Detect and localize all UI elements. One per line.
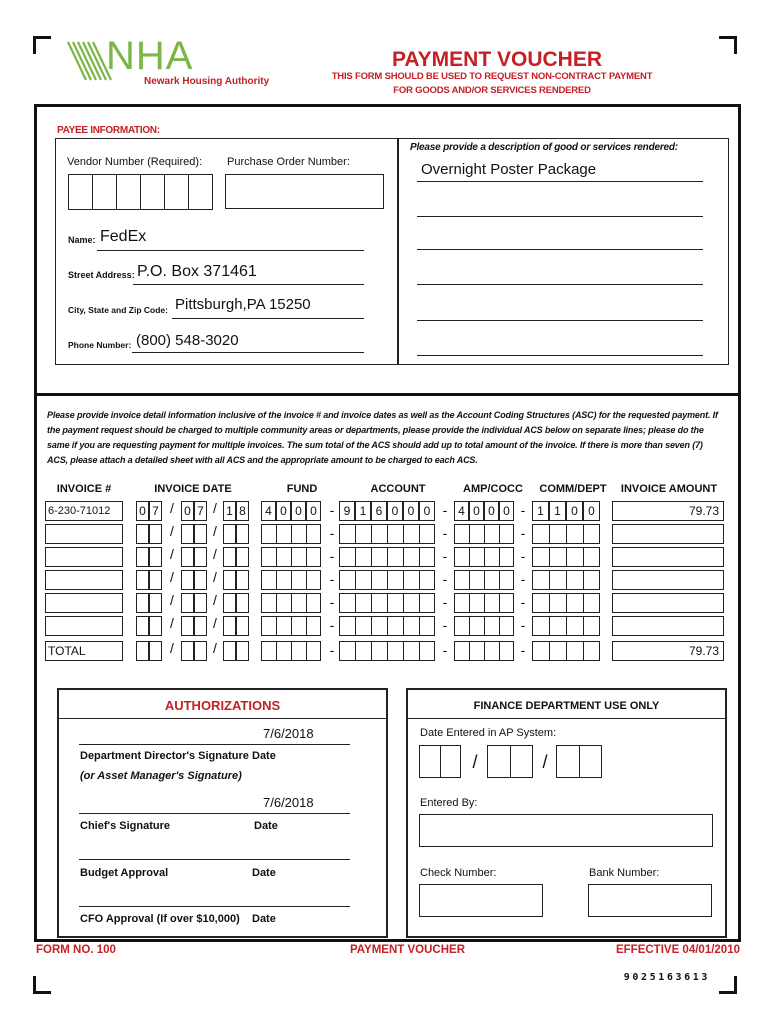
description-line-4 (417, 284, 703, 285)
date-entered-label: Date Entered in AP System: (420, 727, 557, 739)
date-digit-cell[interactable] (181, 547, 194, 567)
header-invoice-amount: INVOICE AMOUNT (620, 483, 718, 495)
header-account: ACCOUNT (370, 483, 426, 495)
fund-cell[interactable] (261, 641, 321, 661)
account-digit-cell[interactable]: 9 (339, 501, 355, 521)
invoice-number-cell[interactable]: 6-230-71012 (45, 501, 123, 521)
account-digit-cell[interactable]: 0 (387, 501, 403, 521)
date-digit-cell[interactable]: 8 (236, 501, 249, 521)
fund-cell[interactable] (261, 547, 321, 567)
date-digit-cell[interactable] (149, 547, 162, 567)
fund-cell[interactable] (261, 593, 321, 613)
finance-title-rule (406, 718, 727, 719)
invoice-amount-cell[interactable] (612, 547, 724, 567)
dept-cell[interactable] (532, 616, 600, 636)
date-separator: / (170, 615, 174, 631)
finance-date-separator: / (542, 752, 548, 772)
corner-mark-bottom-right (719, 976, 737, 994)
chief-signature-line (79, 813, 350, 814)
date-digit-cell[interactable]: 0 (136, 501, 149, 521)
amp-digit-cell[interactable]: 0 (469, 501, 484, 521)
dept-cell[interactable] (532, 570, 600, 590)
invoice-number-cell[interactable] (45, 593, 123, 613)
payee-city[interactable]: Pittsburgh,PA 15250 (175, 296, 311, 313)
date-digit-cell[interactable] (236, 616, 249, 636)
city-line (172, 318, 364, 319)
date-digit-cell[interactable] (181, 616, 194, 636)
code-separator: - (329, 642, 335, 658)
amp-cell[interactable] (454, 570, 514, 590)
code-separator: - (520, 571, 526, 587)
date-digit-cell[interactable] (194, 593, 207, 613)
date-digit-cell[interactable] (136, 570, 149, 590)
date-digit-cell[interactable] (223, 593, 236, 613)
date-digit-cell[interactable] (181, 524, 194, 544)
invoice-number-cell[interactable] (45, 570, 123, 590)
date-digit-cell[interactable] (223, 570, 236, 590)
date-digit-cell[interactable] (236, 570, 249, 590)
description-line-2 (417, 216, 703, 217)
total-label: TOTAL (45, 641, 123, 661)
code-separator: - (329, 548, 335, 564)
date-digit-cell[interactable] (236, 524, 249, 544)
chief-date-label: Date (254, 820, 278, 832)
date-digit-cell[interactable] (194, 524, 207, 544)
authorizations-title: AUTHORIZATIONS (164, 698, 281, 713)
cfo-signature-line (79, 906, 350, 907)
date-digit-cell[interactable] (236, 547, 249, 567)
date-separator: / (170, 569, 174, 585)
payee-divider (34, 393, 741, 396)
payee-info-box (55, 138, 398, 365)
fund-digit-cell[interactable]: 4 (261, 501, 276, 521)
date-separator: / (213, 592, 217, 608)
date-digit-cell[interactable] (194, 570, 207, 590)
city-label: City, State and Zip Code: (68, 305, 168, 315)
dept-cell[interactable] (532, 593, 600, 613)
date-digit-cell[interactable] (149, 641, 162, 661)
date-digit-cell[interactable] (149, 524, 162, 544)
payee-section-label: PAYEE INFORMATION: (57, 125, 160, 136)
date-separator: / (213, 640, 217, 656)
date-separator: / (170, 640, 174, 656)
code-separator: - (329, 594, 335, 610)
fund-cell[interactable] (261, 616, 321, 636)
check-number-field[interactable] (419, 884, 543, 917)
date-digit-cell[interactable] (236, 593, 249, 613)
logo-subtitle: Newark Housing Authority (144, 76, 270, 87)
fund-cell[interactable] (261, 524, 321, 544)
payee-name[interactable]: FedEx (100, 228, 147, 245)
bank-number-field[interactable] (588, 884, 712, 917)
phone-line (132, 352, 364, 353)
vendor-number-label: Vendor Number (Required): (67, 156, 203, 168)
instructions-text: Please provide invoice detail information inclusive of the invoice # and invoice dates as well as the Account Coding Structures (ASC) for the requested payment. If the payment request should be charged to multiple community areas or departments, please provide the individual ACS below on separate lines; please do the same if you are requesting payment for multiple invoices. The sum total of the ACS should add up to total amount of the invoice. If there is more than seven (7) ACS, please attach a detailed sheet with all ACS and the appropriate amount to be charged to each ACS. (47, 410, 718, 465)
date-separator: / (213, 615, 217, 631)
vendor-number-boxes[interactable] (68, 174, 213, 210)
date-digit-cell[interactable] (149, 593, 162, 613)
header-invoice-number: INVOICE # (56, 483, 112, 495)
name-label: Name: (68, 235, 96, 245)
date-entered-year-boxes[interactable] (556, 745, 602, 778)
date-digit-cell[interactable] (136, 641, 149, 661)
budget-signature-line (79, 859, 350, 860)
account-cell[interactable] (339, 524, 435, 544)
date-digit-cell[interactable] (136, 524, 149, 544)
corner-mark-top-left (33, 36, 51, 54)
footer-effective-date: EFFECTIVE 04/01/2010 (615, 944, 740, 956)
date-separator: / (213, 546, 217, 562)
header-invoice-date: INVOICE DATE (154, 483, 232, 495)
date-digit-cell[interactable]: 7 (194, 501, 207, 521)
date-digit-cell[interactable]: 7 (149, 501, 162, 521)
description-label: Please provide a description of good or services rendered: (410, 142, 678, 153)
header-comm-dept: COMM/DEPT (539, 483, 607, 495)
code-separator: - (520, 548, 526, 564)
authorizations-title-rule (57, 718, 388, 719)
header-amp-cocc: AMP/COCC (463, 483, 523, 495)
account-cell[interactable] (339, 593, 435, 613)
date-digit-cell[interactable] (223, 616, 236, 636)
cfo-date-label: Date (252, 913, 276, 925)
fund-digit-cell[interactable]: 0 (291, 501, 306, 521)
dept-digit-cell[interactable]: 1 (549, 501, 566, 521)
check-number-label: Check Number: (420, 867, 497, 879)
date-digit-cell[interactable] (136, 616, 149, 636)
director-date-value[interactable]: 7/6/2018 (263, 726, 314, 741)
invoice-amount-cell[interactable] (612, 524, 724, 544)
amp-cell[interactable] (454, 547, 514, 567)
fund-digit-cell[interactable]: 0 (276, 501, 291, 521)
entered-by-label: Entered By: (420, 797, 478, 809)
date-separator: / (213, 523, 217, 539)
cfo-approval-label: CFO Approval (If over $10,000) (80, 913, 240, 925)
budget-approval-label: Budget Approval (80, 867, 169, 879)
account-digit-cell[interactable]: 0 (419, 501, 435, 521)
code-separator: - (442, 502, 448, 518)
date-digit-cell[interactable]: 1 (223, 501, 236, 521)
dept-cell[interactable] (532, 524, 600, 544)
description-line-6 (417, 355, 703, 356)
date-digit-cell[interactable] (223, 641, 236, 661)
code-separator: - (520, 617, 526, 633)
code-separator: - (329, 571, 335, 587)
date-separator: / (170, 592, 174, 608)
invoice-amount-cell[interactable] (612, 616, 724, 636)
account-digit-cell[interactable]: 1 (355, 501, 371, 521)
account-cell[interactable] (339, 547, 435, 567)
phone-label: Phone Number: (68, 340, 132, 350)
finance-date-separator: / (472, 752, 478, 772)
payee-street[interactable]: P.O. Box 371461 (137, 263, 257, 280)
date-entered-month-boxes[interactable] (419, 745, 461, 778)
amp-digit-cell[interactable]: 0 (484, 501, 499, 521)
corner-mark-top-right (719, 36, 737, 54)
invoice-amount-cell[interactable] (612, 593, 724, 613)
description-line-3 (417, 249, 703, 250)
street-label: Street Address: (68, 270, 135, 280)
date-digit-cell[interactable] (194, 616, 207, 636)
footer-title: PAYMENT VOUCHER (349, 944, 466, 956)
code-separator: - (329, 525, 335, 541)
street-line (133, 284, 364, 285)
date-digit-cell[interactable] (149, 616, 162, 636)
code-separator: - (442, 594, 448, 610)
date-digit-cell[interactable] (194, 547, 207, 567)
date-separator: / (213, 500, 217, 516)
invoice-amount-cell[interactable]: 79.73 (612, 501, 724, 521)
invoice-amount-cell[interactable] (612, 570, 724, 590)
header-fund: FUND (286, 483, 318, 495)
amp-cell[interactable] (454, 641, 514, 661)
entered-by-field[interactable] (419, 814, 713, 847)
invoice-number-cell[interactable] (45, 524, 123, 544)
code-separator: - (520, 525, 526, 541)
date-entered-day-boxes[interactable] (487, 745, 533, 778)
code-separator: - (442, 571, 448, 587)
date-separator: / (170, 546, 174, 562)
budget-date-label: Date (252, 867, 276, 879)
po-number-label: Purchase Order Number: (227, 156, 350, 168)
fund-cell[interactable] (261, 570, 321, 590)
invoice-number-cell[interactable] (45, 547, 123, 567)
director-signature-label: Department Director's Signature (80, 750, 249, 762)
date-separator: / (170, 500, 174, 516)
description-line-1 (417, 181, 703, 182)
logo-letters: NHA (106, 34, 194, 78)
chief-date-value[interactable]: 7/6/2018 (263, 795, 314, 810)
description-line-5 (417, 320, 703, 321)
dept-cell[interactable] (532, 641, 600, 661)
director-date-label: Date (252, 750, 276, 762)
description-text[interactable]: Overnight Poster Package (421, 161, 597, 178)
code-separator: - (442, 642, 448, 658)
name-line (97, 250, 364, 251)
date-digit-cell[interactable] (149, 570, 162, 590)
dept-digit-cell[interactable]: 0 (566, 501, 583, 521)
date-digit-cell[interactable] (181, 593, 194, 613)
po-number-field[interactable] (225, 174, 384, 209)
code-separator: - (520, 642, 526, 658)
date-digit-cell[interactable] (136, 593, 149, 613)
account-cell[interactable] (339, 616, 435, 636)
footer-form-number: FORM NO. 100 (36, 944, 116, 956)
header-subtitle-line1: THIS FORM SHOULD BE USED TO REQUEST NON-CONTRACT PAYMENT (331, 71, 653, 82)
code-separator: - (442, 617, 448, 633)
date-digit-cell[interactable]: 0 (181, 501, 194, 521)
amp-cell[interactable] (454, 593, 514, 613)
nha-logo (66, 34, 270, 90)
finance-title: FINANCE DEPARTMENT USE ONLY (473, 700, 660, 712)
code-separator: - (520, 502, 526, 518)
code-separator: - (329, 502, 335, 518)
dept-cell[interactable] (532, 547, 600, 567)
amp-cell[interactable] (454, 616, 514, 636)
account-cell[interactable] (339, 641, 435, 661)
director-signature-sublabel: (or Asset Manager's Signature) (80, 770, 242, 782)
invoice-number-cell[interactable] (45, 616, 123, 636)
date-digit-cell[interactable] (181, 570, 194, 590)
code-separator: - (442, 548, 448, 564)
code-separator: - (520, 594, 526, 610)
fund-digit-cell[interactable]: 0 (306, 501, 321, 521)
bank-number-label: Bank Number: (589, 867, 660, 879)
dept-digit-cell[interactable]: 0 (583, 501, 600, 521)
date-separator: / (170, 523, 174, 539)
code-separator: - (329, 617, 335, 633)
amp-digit-cell[interactable]: 0 (499, 501, 514, 521)
total-amount-cell[interactable]: 79.73 (612, 641, 724, 661)
payee-phone[interactable]: (800) 548-3020 (136, 332, 239, 349)
date-digit-cell[interactable] (136, 547, 149, 567)
header-subtitle-line2: FOR GOODS AND/OR SERVICES RENDERED (393, 85, 591, 96)
chief-signature-label: Chief's Signature (80, 820, 171, 832)
date-digit-cell[interactable] (181, 641, 194, 661)
date-digit-cell[interactable] (236, 641, 249, 661)
amp-cell[interactable] (454, 524, 514, 544)
page-title: PAYMENT VOUCHER (391, 48, 603, 71)
code-separator: - (442, 525, 448, 541)
dept-digit-cell[interactable]: 1 (532, 501, 549, 521)
account-cell[interactable] (339, 570, 435, 590)
date-digit-cell[interactable] (223, 524, 236, 544)
date-digit-cell[interactable] (223, 547, 236, 567)
director-signature-line (79, 744, 350, 745)
date-separator: / (213, 569, 217, 585)
amp-digit-cell[interactable]: 4 (454, 501, 469, 521)
account-digit-cell[interactable]: 0 (403, 501, 419, 521)
corner-mark-bottom-left (33, 976, 51, 994)
account-digit-cell[interactable]: 6 (371, 501, 387, 521)
date-digit-cell[interactable] (194, 641, 207, 661)
document-id: 9025163613 (623, 972, 710, 983)
